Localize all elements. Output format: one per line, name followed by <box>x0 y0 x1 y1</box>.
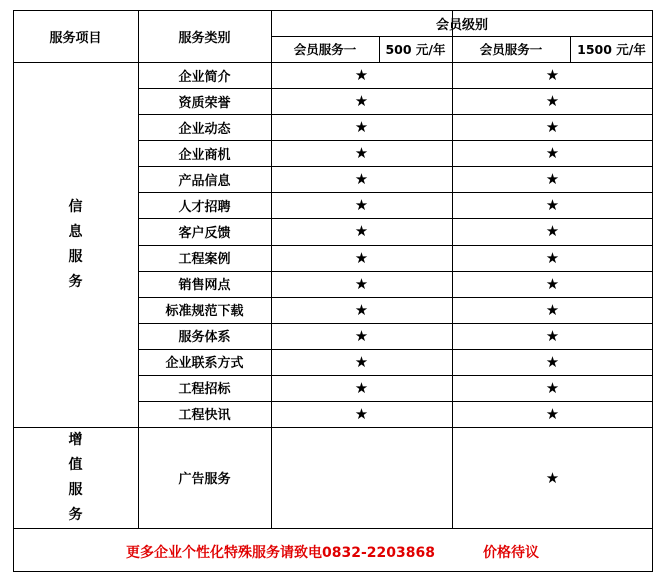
category-cell: 企业动态 <box>178 121 231 137</box>
row-divider <box>138 166 653 167</box>
row-divider <box>138 114 653 115</box>
section-label-value-added <box>13 427 138 528</box>
tier1-star-mark: ★ <box>354 196 369 215</box>
tier1-star-mark: ★ <box>354 170 369 189</box>
tier1-star-mark: ★ <box>354 274 369 293</box>
tier1-star-mark: ★ <box>354 404 369 423</box>
section-label-char: 务 <box>68 273 83 290</box>
tier1-star-mark: ★ <box>354 118 369 137</box>
section-label-char: 务 <box>68 506 83 523</box>
tier2-star-mark: ★ <box>545 404 560 423</box>
row-divider <box>138 245 653 246</box>
tier2-star-mark: ★ <box>545 66 560 85</box>
category-cell: 工程案例 <box>178 252 231 268</box>
row-divider <box>138 140 653 141</box>
header-tier2-name: 会员服务一 <box>479 42 543 57</box>
tier1-star-mark: ★ <box>354 326 369 345</box>
tier1-star-mark: ★ <box>354 248 369 267</box>
header-tier1-name: 会员服务一 <box>293 42 357 57</box>
section-label-char: 值 <box>68 456 83 473</box>
footer-contact: 更多企业个性化特殊服务请致电0832-2203868 <box>126 545 435 561</box>
category-cell: 销售网点 <box>178 278 231 294</box>
section-label-char: 信 <box>68 198 83 215</box>
tier1-star-mark: ★ <box>354 378 369 397</box>
tier2-star-mark: ★ <box>545 300 560 319</box>
tier2-ad-service-mark: ★ <box>545 468 560 487</box>
header-tier1-price: 500 元/年 <box>385 42 446 57</box>
tier1-star-mark: ★ <box>354 144 369 163</box>
category-cell: 标准规范下载 <box>165 304 244 320</box>
row-divider <box>138 192 653 193</box>
row-divider <box>138 401 653 402</box>
section-label-char: 息 <box>68 223 83 240</box>
tier1-star-mark: ★ <box>354 92 369 111</box>
tier1-star-mark: ★ <box>354 222 369 241</box>
row-divider <box>138 88 653 89</box>
tier2-star-mark: ★ <box>545 118 560 137</box>
header-project: 服务项目 <box>49 30 102 46</box>
tier2-star-mark: ★ <box>545 274 560 293</box>
category-ad-service: 广告服务 <box>178 472 231 487</box>
category-cell: 人才招聘 <box>178 199 231 215</box>
row-divider <box>138 271 653 272</box>
category-cell: 企业商机 <box>178 147 231 163</box>
tier2-star-mark: ★ <box>545 352 560 371</box>
tier1-ad-service-mark <box>271 427 452 528</box>
header-category: 服务类别 <box>178 30 231 46</box>
tier2-star-mark: ★ <box>545 378 560 397</box>
footer-note <box>0 532 665 572</box>
tier2-star-mark: ★ <box>545 222 560 241</box>
tier2-star-mark: ★ <box>545 144 560 163</box>
category-cell: 产品信息 <box>178 173 231 189</box>
section-label-info-services <box>13 62 138 427</box>
category-cell: 企业简介 <box>178 69 231 85</box>
tier2-star-mark: ★ <box>545 170 560 189</box>
section-label-char: 服 <box>68 481 83 498</box>
tier2-star-mark: ★ <box>545 92 560 111</box>
section-label-char: 服 <box>68 248 83 265</box>
row-divider <box>138 297 653 298</box>
tier2-star-mark: ★ <box>545 248 560 267</box>
category-cell: 资质荣誉 <box>178 95 231 111</box>
tier2-star-mark: ★ <box>545 196 560 215</box>
tier2-star-mark: ★ <box>545 326 560 345</box>
footer-price-negotiable: 价格待议 <box>482 545 539 561</box>
row-divider <box>138 349 653 350</box>
section-label-char: 增 <box>68 431 83 448</box>
category-cell: 客户反馈 <box>178 225 231 241</box>
tier1-star-mark: ★ <box>354 66 369 85</box>
row-divider <box>138 375 653 376</box>
header-tier2-price: 1500 元/年 <box>577 42 646 57</box>
category-cell: 工程招标 <box>178 382 231 398</box>
row-divider <box>138 323 653 324</box>
row-divider <box>138 218 653 219</box>
category-cell: 工程快讯 <box>178 408 231 424</box>
header-member-level: 会员级别 <box>435 17 488 33</box>
tier1-star-mark: ★ <box>354 352 369 371</box>
category-cell: 企业联系方式 <box>165 356 244 372</box>
category-cell: 服务体系 <box>178 330 231 346</box>
footer-divider <box>13 528 653 529</box>
tier1-star-mark: ★ <box>354 300 369 319</box>
